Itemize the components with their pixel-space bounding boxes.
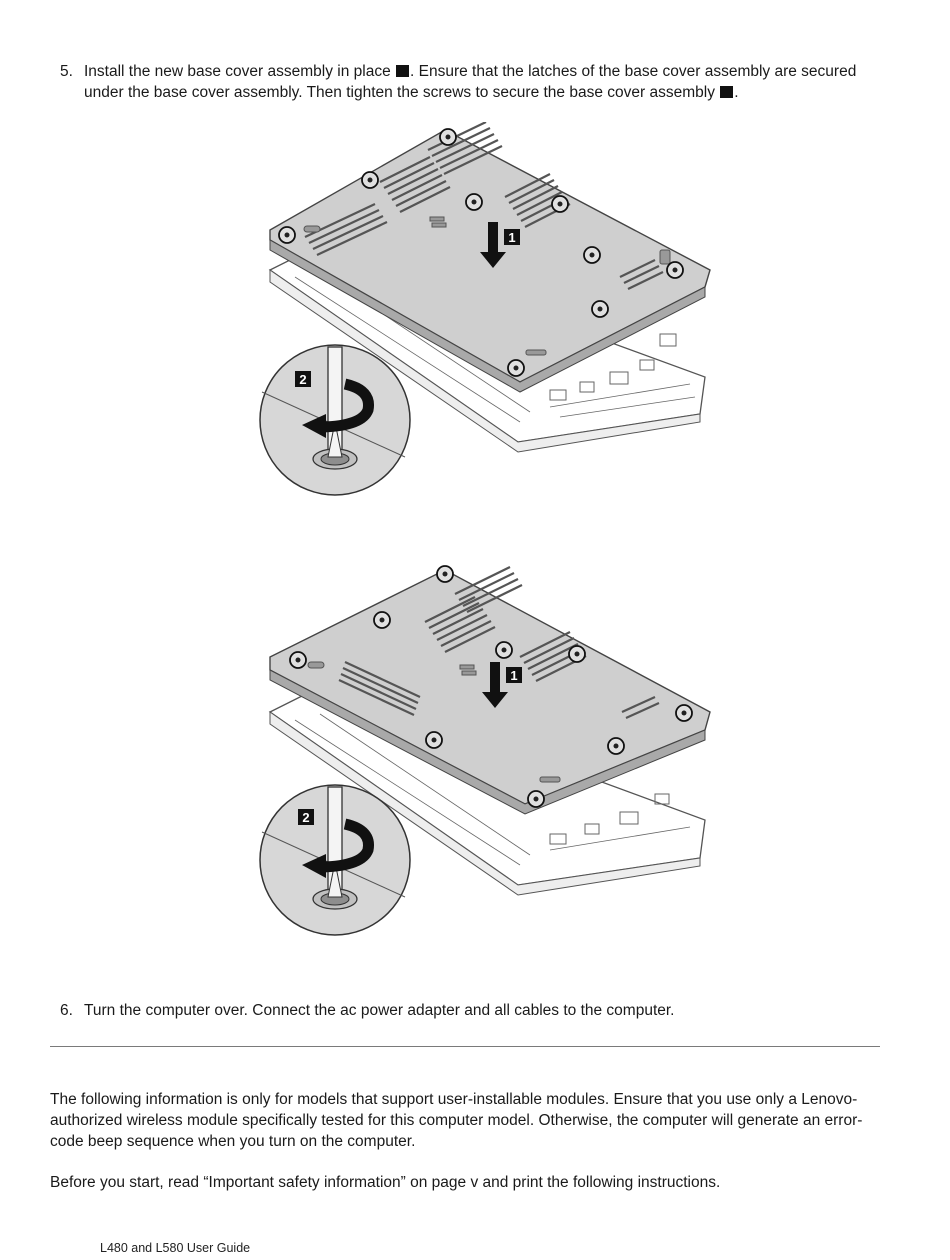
svg-text:1: 1 <box>510 668 518 683</box>
svg-text:2: 2 <box>299 372 307 387</box>
svg-text:2: 2 <box>302 810 310 825</box>
step-text: Install the new base cover assembly in place . Ensure that the latches of the base cover assembly are secured under the base cover assembly. Then tighten the screws to secure the base cover assembly . <box>84 63 857 101</box>
callout-2-marker <box>720 86 733 98</box>
callout-2 <box>298 809 314 825</box>
step-number: 6. <box>60 1002 73 1019</box>
step-6 <box>60 1000 890 1021</box>
intro-paragraph: The following information is only for models that support user-installable modules. Ensure that you use only a Lenovo-authorized wireless module specifically tested for this computer model. Otherwise, the computer will generate an error-code beep sequence when you turn on the computer. <box>50 1091 863 1150</box>
step-number: 5. <box>60 63 73 80</box>
callout-2 <box>295 371 311 387</box>
callout-1 <box>504 229 520 245</box>
base-cover-illustration-2 <box>250 562 720 940</box>
page-footer: L480 and L580 User Guide <box>100 1241 251 1255</box>
base-cover-illustration-1 <box>250 122 720 500</box>
callout-1-marker <box>396 65 409 77</box>
section-divider <box>50 1046 880 1047</box>
safety-paragraph: Before you start, read “Important safety information” on page v and print the following instructions. <box>50 1174 721 1191</box>
step-5 <box>60 61 890 103</box>
svg-text:1: 1 <box>508 230 516 245</box>
screwdriver-detail <box>260 785 410 935</box>
screwdriver-detail <box>260 345 410 495</box>
step-text: Turn the computer over. Connect the ac power adapter and all cables to the computer. <box>84 1002 675 1019</box>
callout-1 <box>506 667 522 683</box>
